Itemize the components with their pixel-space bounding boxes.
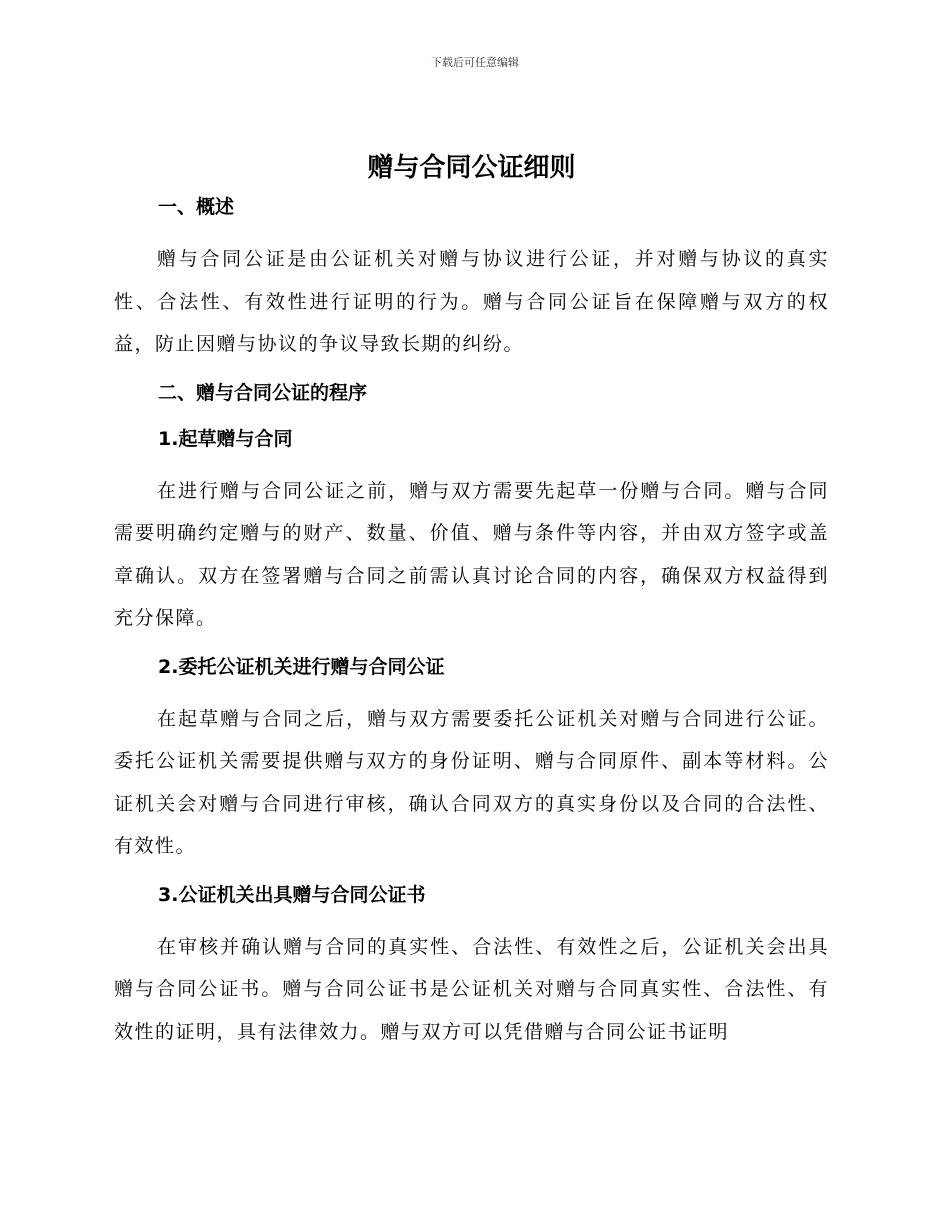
document-title: 赠与合同公证细则 bbox=[367, 153, 576, 183]
section-heading-overview: 一、概述 bbox=[158, 196, 235, 218]
step-heading-2: 2.委托公证机关进行赠与合同公证 bbox=[158, 655, 445, 678]
paragraph-step-2: 在起草赠与合同之后，赠与双方需要委托公证机关对赠与合同进行公证。委托公证机关需要提供赠与双方的身份证明、赠与合同原件、副本等材料。公证机关会对赠与合同进行审核，确认合同双方的真实身份以及合同的合法性、有效性。 bbox=[114, 707, 829, 857]
step-heading-3: 3.公证机关出具赠与合同公证书 bbox=[158, 883, 426, 906]
paragraph-overview: 赠与合同公证是由公证机关对赠与协议进行公证，并对赠与协议的真实性、合法性、有效性进行证明的行为。赠与合同公证旨在保障赠与双方的权益，防止因赠与协议的争议导致长期的纠纷。 bbox=[114, 248, 829, 355]
paragraph-step-3: 在审核并确认赠与合同的真实性、合法性、有效性之后，公证机关会出具赠与合同公证书。赠与合同公证书是公证机关对赠与合同真实性、合法性、有效性的证明，具有法律效力。赠与双方可以凭借赠与合同公证书证明 bbox=[114, 935, 829, 1043]
document-body bbox=[114, 146, 829, 1065]
step-heading-1: 1.起草赠与合同 bbox=[158, 427, 293, 450]
section-heading-procedure: 二、赠与合同公证的程序 bbox=[158, 381, 368, 404]
paragraph-step-1: 在进行赠与合同公证之前，赠与双方需要先起草一份赠与合同。赠与合同需要明确约定赠与的财产、数量、价值、赠与条件等内容，并由双方签字或盖章确认。双方在签署赠与合同之前需认真讨论合同的内容，确保双方权益得到充分保障。 bbox=[114, 479, 829, 629]
page-header-note: 下载后可任意编辑 bbox=[431, 56, 519, 69]
